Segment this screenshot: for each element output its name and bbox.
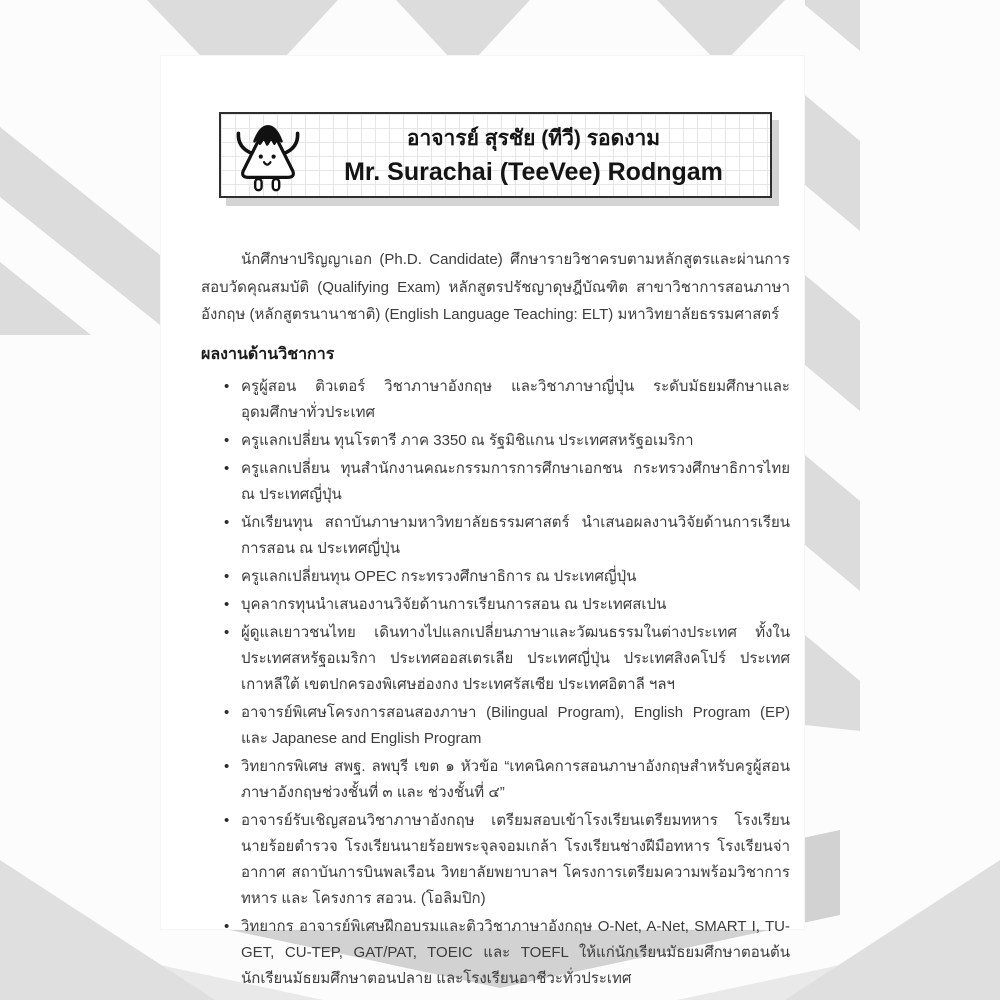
person-names [311,122,770,188]
page-content [201,246,790,994]
name-thai: อาจารย์ สุรชัย (ทีวี) รอดงาม [406,127,661,150]
section-heading: ผลงานด้านวิชาการ [201,345,335,363]
achievement-list [201,374,790,992]
achievement-item: • นักเรียนทุน สถาบันภาษามหาวิทยาลัยธรรมศาสตร์ นำเสนอผลงานวิจัยด้านการเรียนการสอน ณ ประเทศญี่ปุ่น [224,510,790,562]
achievement-item: • วิทยากร อาจารย์พิเศษฝึกอบรมและติววิชาภาษาอังกฤษ O-Net, A-Net, SMART I, TU-GET, CU-TEP, GAT/PAT, TOEIC และ TOEFL ให้แก่นักเรียนมัธยมศึกษาตอนต้น นักเรียนมัธยมศึกษาตอนปลาย และโรงเรียนอาชีวะทั่วประเทศ [224,914,790,992]
achievement-item: • ครูแลกเปลี่ยนทุน OPEC กระทรวงศึกษาธิการ ณ ประเทศญี่ปุ่น [224,564,790,590]
name-english: Mr. Surachai (TeeVee) Rodngam [344,158,723,186]
achievement-item: • ครูผู้สอน ติวเตอร์ วิชาภาษาอังกฤษ และวิชาภาษาญี่ปุ่น ระดับมัธยมศึกษาและอุดมศึกษาทั่วประเทศ [224,374,790,426]
achievement-item: • บุคลากรทุนนำเสนองานวิจัยด้านการเรียนการสอน ณ ประเทศสเปน [224,592,790,618]
achievement-item: • ครูแลกเปลี่ยน ทุนสำนักงานคณะกรรมการการศึกษาเอกชน กระทรวงศึกษาธิการไทย ณ ประเทศญี่ปุ่น [224,456,790,508]
intro-paragraph: นักศึกษาปริญญาเอก (Ph.D. Candidate) ศึกษารายวิชาครบตามหลักสูตรและผ่านการสอบวัดคุณสมบัติ (Qualifying Exam) หลักสูตรปรัชญาดุษฎีบัณฑิต สาขาวิชาการสอนภาษาอังกฤษ (หลักสูตรนานาชาติ) (English Language Teaching: ELT) มหาวิทยาลัยธรรมศาสตร์ [201,251,790,323]
achievement-item: • ครูแลกเปลี่ยน ทุนโรตารี ภาค 3350 ณ รัฐมิชิแกน ประเทศสหรัฐอเมริกา [224,428,790,454]
document-page [160,55,805,987]
achievement-item: • ผู้ดูแลเยาวชนไทย เดินทางไปแลกเปลี่ยนภาษาและวัฒนธรรมในต่างประเทศ ทั้งในประเทศสหรัฐอเมริกา ประเทศออสเตรเลีย ประเทศญี่ปุ่น ประเทศสิงคโปร์ ประเทศเกาหลีใต้ เขตปกครองพิเศษฮ่องกง ประเทศรัสเซีย ประเทศอิตาลี ฯลฯ [224,620,790,698]
name-header-box [219,112,772,198]
achievement-item: • วิทยากรพิเศษ สพฐ. ลพบุรี เขต ๑ หัวข้อ “เทคนิคการสอนภาษาอังกฤษสำหรับครูผู้สอนภาษาอังกฤษช่วงชั้นที่ ๓ และ ช่วงชั้นที่ ๔” [224,754,790,806]
onigiri-character-icon [225,115,311,195]
achievement-item: • อาจารย์พิเศษโครงการสอนสองภาษา (Bilingual Program), English Program (EP) และ Japanese and English Program [224,700,790,752]
achievement-item: • อาจารย์รับเชิญสอนวิชาภาษาอังกฤษ เตรียมสอบเข้าโรงเรียนเตรียมทหาร โรงเรียนนายร้อยตำรวจ โรงเรียนนายร้อยพระจุลจอมเกล้า โรงเรียนช่างฝีมือทหาร โรงเรียนจ่าอากาศ สถาบันการบินพลเรือน วิทยาลัยพยาบาลฯ โครงการเตรียมความพร้อมวิชาการทหาร และ โครงการ สอวน. (โอลิมปิก) [224,808,790,912]
